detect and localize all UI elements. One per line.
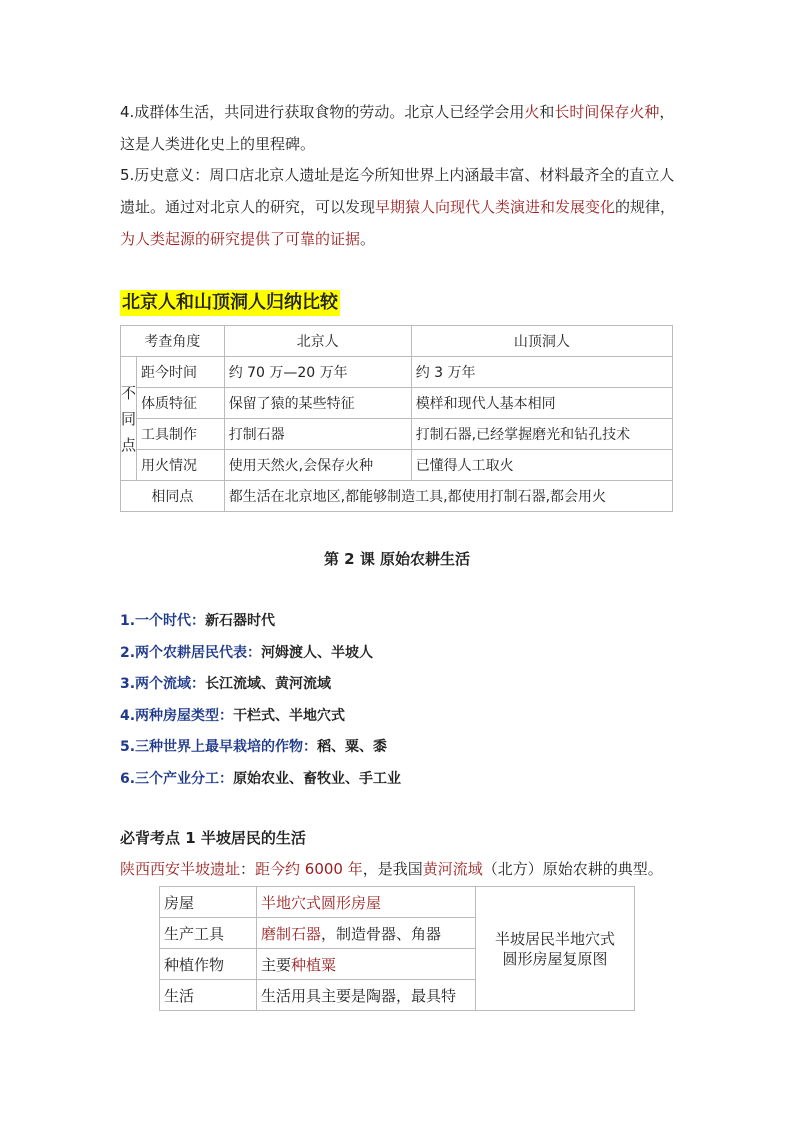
list-item xyxy=(120,607,401,639)
p5-prefix: 5.历史意义：周口店北京人遗址是迄今所知世界上内涵最丰富、材料最齐全的直立人遗址。通过对北京人的研究，可以发现 xyxy=(120,166,675,216)
shandingdong-cell: 约 3 万年 xyxy=(411,357,672,388)
banpo-heading: 必背考点 1 半坡居民的生活 xyxy=(120,829,306,847)
p4-prefix: 4.成群体生活，共同进行获取食物的劳动。北京人已经学会用 xyxy=(120,103,525,121)
point-label: 5.三种世界上最早栽培的作物： xyxy=(120,739,318,755)
list-item xyxy=(120,639,401,671)
diff-char-1: 不 xyxy=(121,383,137,402)
beijing-cell: 保留了猿的某些特征 xyxy=(224,388,411,419)
banpo-label: 生产工具 xyxy=(160,918,257,949)
same-text: 都生活在北京地区,都能够制造工具,都使用打制石器,都会用火 xyxy=(224,481,672,512)
banpo-date: 距今约 6000 年 xyxy=(255,860,363,878)
banpo-site: 陕西西安半坡遗址 xyxy=(120,860,241,878)
beijing-cell: 使用天然火,会保存火种 xyxy=(224,450,411,481)
beijing-cell: 打制石器 xyxy=(224,419,411,450)
shandingdong-cell: 打制石器,已经掌握磨光和钻孔技术 xyxy=(411,419,672,450)
point-label: 2.两个农耕居民代表： xyxy=(120,644,262,661)
point-value: 原始农业、畜牧业、手工业 xyxy=(233,770,402,787)
point-label: 6.三个产业分工： xyxy=(120,770,234,787)
diff-label xyxy=(121,357,137,481)
banpo-value-rest: 生活用具主要是陶器，最具特 xyxy=(261,986,457,1005)
lesson-title: 第 2 课 原始农耕生活 xyxy=(323,550,471,568)
banpo-value-red: 半地穴式圆形房屋 xyxy=(261,893,382,912)
comparison-table xyxy=(120,325,673,512)
key-points-list xyxy=(120,607,401,796)
point-value: 稻、粟、黍 xyxy=(317,739,388,755)
banpo-value xyxy=(257,980,476,1011)
p4-suffix: ，这是人类进化史上的里程碑。 xyxy=(120,103,675,153)
banpo-value xyxy=(257,918,476,949)
banpo-value-red: 磨制石器 xyxy=(261,924,322,943)
banpo-label: 种植作物 xyxy=(160,949,257,980)
aspect-cell: 工具制作 xyxy=(137,419,225,450)
banpo-label: 房屋 xyxy=(160,887,257,918)
point-value: 长江流域、黄河流域 xyxy=(205,676,332,692)
point-label: 4.两种房屋类型： xyxy=(120,707,234,724)
paragraph-4 xyxy=(120,96,680,160)
table-row xyxy=(121,450,673,481)
banpo-river: 黄河流域 xyxy=(422,860,483,878)
banpo-suffix: （北方）原始农耕的典型。 xyxy=(482,860,663,878)
table-row xyxy=(121,388,673,419)
aspect-cell: 距今时间 xyxy=(137,357,225,388)
banpo-image-placeholder xyxy=(476,887,635,1011)
point-value: 河姆渡人、半坡人 xyxy=(261,644,374,661)
table-row xyxy=(121,357,673,388)
p5-red1: 早期猿人向现代人类演进和发展变化 xyxy=(375,198,616,216)
banpo-mid: ，是我国 xyxy=(362,860,423,878)
point-value: 新石器时代 xyxy=(205,613,276,629)
p4-keep: 长时间保存火种 xyxy=(554,103,660,121)
point-label: 1.一个时代： xyxy=(120,613,206,629)
banpo-value-red: 种植粟 xyxy=(291,955,337,974)
shandingdong-cell: 模样和现代人基本相同 xyxy=(411,388,672,419)
table-header-row xyxy=(121,326,673,357)
banpo-value-rest: ，制造骨器、角器 xyxy=(321,924,442,943)
paragraph-5 xyxy=(120,159,680,255)
banpo-value xyxy=(257,949,476,980)
p4-mid: 和 xyxy=(539,103,555,121)
image-caption-line1: 半坡居民半地穴式 xyxy=(494,929,615,948)
shandingdong-cell: 已懂得人工取火 xyxy=(411,450,672,481)
banpo-value xyxy=(257,887,476,918)
list-item xyxy=(120,733,401,765)
banpo-intro-line xyxy=(120,858,663,879)
header-shandingdong: 山顶洞人 xyxy=(411,326,672,357)
beijing-cell: 约 70 万—20 万年 xyxy=(224,357,411,388)
table-row xyxy=(160,887,635,918)
table-row-same xyxy=(121,481,673,512)
header-aspect: 考查角度 xyxy=(121,326,225,357)
header-beijing: 北京人 xyxy=(224,326,411,357)
diff-char-3: 点 xyxy=(121,435,137,454)
diff-char-2: 同 xyxy=(121,409,137,428)
banpo-sep: ： xyxy=(240,860,256,878)
p5-mid: 的规律， xyxy=(615,198,676,216)
list-item xyxy=(120,670,401,702)
same-label: 相同点 xyxy=(121,481,225,512)
aspect-cell: 体质特征 xyxy=(137,388,225,419)
image-caption-line2: 圆形房屋复原图 xyxy=(502,949,608,968)
table-row xyxy=(121,419,673,450)
banpo-label: 生活 xyxy=(160,980,257,1011)
p5-suffix: 。 xyxy=(360,230,376,248)
aspect-cell: 用火情况 xyxy=(137,450,225,481)
p5-red2: 为人类起源的研究提供了可靠的证据 xyxy=(120,230,361,248)
comparison-title: 北京人和山顶洞人归纳比较 xyxy=(120,290,340,316)
list-item xyxy=(120,765,401,797)
banpo-table xyxy=(159,886,635,1011)
list-item xyxy=(120,702,401,734)
banpo-value-pre: 主要 xyxy=(261,955,292,974)
point-label: 3.两个流域： xyxy=(120,676,206,692)
point-value: 干栏式、半地穴式 xyxy=(233,707,346,724)
p4-fire: 火 xyxy=(524,103,540,121)
